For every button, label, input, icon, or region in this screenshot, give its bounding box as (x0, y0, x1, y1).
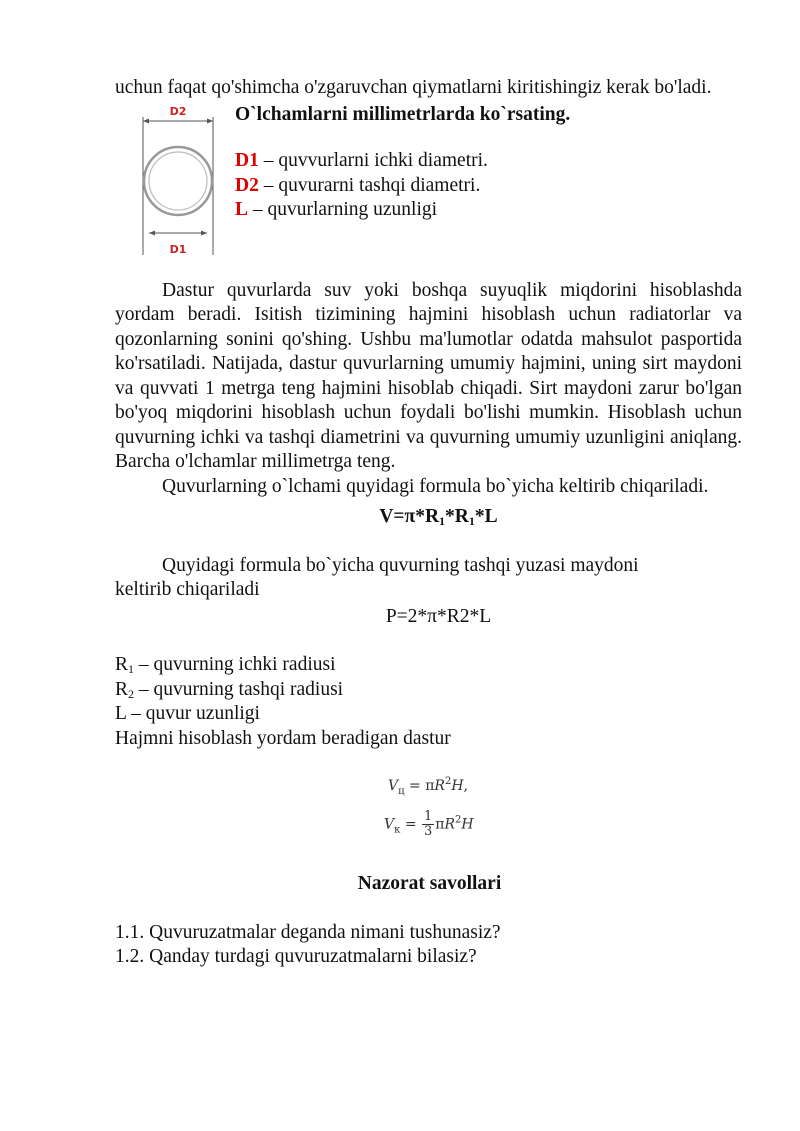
fraction-numerator: 1 (424, 809, 433, 824)
control-questions-title: Nazorat savollari (357, 873, 502, 894)
volume-formulas-image (115, 772, 742, 858)
d2-arrow-left (143, 118, 149, 123)
math-punctuation: , (463, 778, 468, 794)
legend-r1 (115, 653, 742, 678)
formula-intro-paragraph: Quvurlarning o`lchami quyidagi formula bo`yicha keltirib chiqariladi. (162, 475, 709, 497)
definition-d1 (235, 149, 742, 174)
program-caption: Hajmni hisoblash yordam beradigan dastur (115, 727, 451, 749)
definition-text: – quvvurlarni ichki diametri. (258, 150, 488, 171)
math-subscript: ц (398, 786, 405, 797)
surface-intro-line-2: keltirib chiqariladi (115, 579, 260, 600)
math-symbol: R (444, 816, 456, 833)
legend-symbol: R (115, 654, 129, 675)
cylinder-volume-formula (388, 776, 468, 797)
math-operator: = (400, 816, 422, 833)
dimension-definitions (235, 103, 742, 223)
definition-text: – quvurlarning uzunligi (248, 199, 438, 220)
math-subscript: к (394, 824, 401, 836)
d1-label: D1 (169, 242, 187, 256)
definition-d2 (235, 174, 742, 199)
definition-symbol: L (235, 199, 249, 220)
math-symbol: π (435, 816, 445, 833)
definition-text: – quvurarni tashqi diametri. (258, 174, 481, 196)
definition-symbol: D1 (235, 150, 259, 171)
d1-arrow-right (201, 230, 207, 235)
document-page (115, 76, 742, 970)
formula-subscript: 1 (439, 514, 446, 528)
pipe-cross-section-diagram (137, 103, 219, 261)
legend-symbol: R (115, 678, 129, 700)
main-paragraph: Dastur quvurlarda suv yoki boshqa suyuqlik miqdorini hisoblashda yordam beradi. Isitish tizimining hajmini hisoblash uchun radiatorlar va qozonlarning sonini qo'shing. Ushbu ma'lumotlar odatda mahsulot pasportida ko'rsatiladi. Natijada, dastur quvurlarning umumiy hajmini, uning sirt maydoni va quvvati 1 metrga teng hajmini hisoblab chiqadi. Sirt maydoni zarur bo'lgan bo'yoq miqdorini hisoblash uchun foydali bo'lishi mumkin. Hisoblash uchun quvurning ichki va tashqi diametrini va quvurning umumiy uzunligini aniqlang. Barcha o'lchamlar millimetrga teng. (115, 279, 742, 472)
surface-intro-line-1: Quyidagi formula bo`yicha quvurning tashqi yuzasi maydoni (162, 554, 639, 576)
dimensions-block (115, 103, 742, 279)
legend-r2 (115, 678, 742, 703)
d1-arrow-left (149, 230, 155, 235)
d2-arrow-right (207, 118, 213, 123)
formula-part: *L (474, 506, 498, 527)
question-item: 1.1. Quvuruzatmalar deganda nimani tushunasiz? (115, 921, 501, 943)
formula-part: *R (445, 506, 469, 527)
math-fraction (422, 810, 434, 839)
volume-formula (115, 505, 742, 530)
math-symbol: V (388, 778, 399, 794)
formula-subscript: 1 (468, 514, 475, 528)
math-symbol: H (451, 778, 464, 794)
legend-text: – quvurning tashqi radiusi (134, 678, 344, 700)
formula-part: V=π*R (379, 506, 440, 527)
legend-subscript: 2 (128, 686, 135, 701)
math-symbol: H (461, 816, 474, 833)
definition-symbol: D2 (235, 174, 259, 196)
legend-subscript: 1 (128, 662, 135, 676)
fraction-denominator: 3 (424, 824, 433, 839)
legend-text: – quvurning ichki radiusi (134, 654, 336, 675)
math-symbol: R (434, 778, 445, 794)
surface-formula: P=2*π*R2*L (385, 605, 492, 627)
intro-tail-paragraph: uchun faqat qo'shimcha o'zgaruvchan qiymatlarni kiritishingiz kerak bo'ladi. (115, 77, 712, 98)
math-symbol: V (384, 816, 395, 833)
pipe-outer-circle (144, 147, 212, 215)
pipe-inner-circle (149, 152, 207, 210)
cone-volume-formula (384, 810, 474, 839)
legend-l: L – quvur uzunligi (115, 703, 260, 724)
math-operator: = π (404, 778, 435, 794)
dimensions-heading: O`lchamlarni millimetrlarda ko`rsating. (235, 103, 571, 125)
questions-list (115, 921, 742, 970)
d2-label: D2 (169, 104, 187, 118)
variable-legend (115, 653, 742, 751)
definition-l (235, 198, 742, 223)
math-superscript: 2 (455, 814, 462, 826)
math-superscript: 2 (444, 776, 452, 787)
question-item: 1.2. Qanday turdagi quvuruzatmalarni bilasiz? (115, 946, 477, 967)
